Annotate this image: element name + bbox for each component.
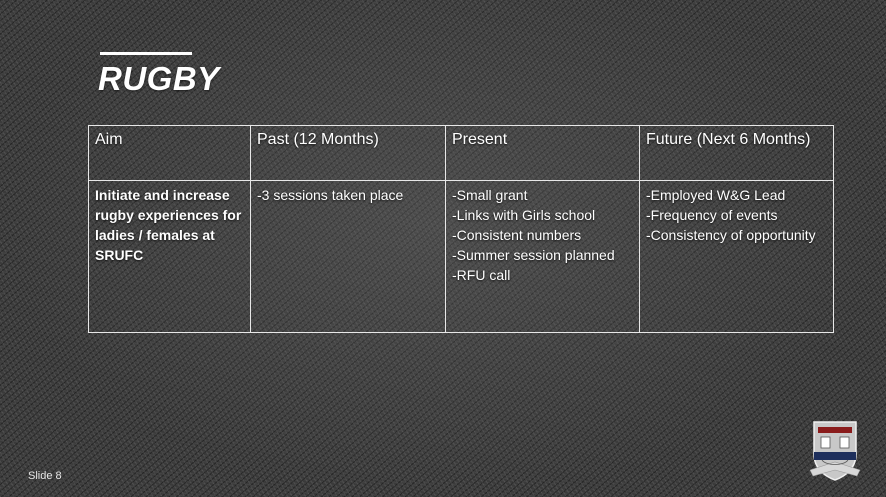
plan-table	[88, 125, 834, 333]
title-rule	[100, 52, 192, 55]
future-item: -Frequency of events	[646, 207, 778, 223]
present-item: -RFU call	[452, 267, 511, 283]
future-item: -Consistency of opportunity	[646, 227, 816, 243]
slide-title: RUGBY	[98, 60, 220, 97]
past-item: -3 sessions taken place	[257, 187, 404, 203]
column-header-future: Future (Next 6 Months)	[640, 126, 834, 181]
present-item: -Links with Girls school	[452, 207, 596, 223]
club-crest-icon	[808, 418, 862, 486]
slide-number: Slide 8	[28, 470, 62, 482]
column-header-present: Present	[446, 126, 640, 181]
past-cell	[251, 181, 446, 333]
table-row	[89, 181, 834, 333]
present-item: -Consistent numbers	[452, 227, 582, 243]
column-header-past: Past (12 Months)	[251, 126, 446, 181]
present-item: -Small grant	[452, 187, 528, 203]
future-item: -Employed W&G Lead	[646, 187, 786, 203]
aim-cell: Initiate and increase rugby experiences for ladies / females at SRUFC	[89, 181, 251, 333]
present-item: -Summer session planned	[452, 247, 615, 263]
present-cell	[446, 181, 640, 333]
table-header-row	[89, 126, 834, 181]
future-cell	[640, 181, 834, 333]
column-header-aim: Aim	[89, 126, 251, 181]
